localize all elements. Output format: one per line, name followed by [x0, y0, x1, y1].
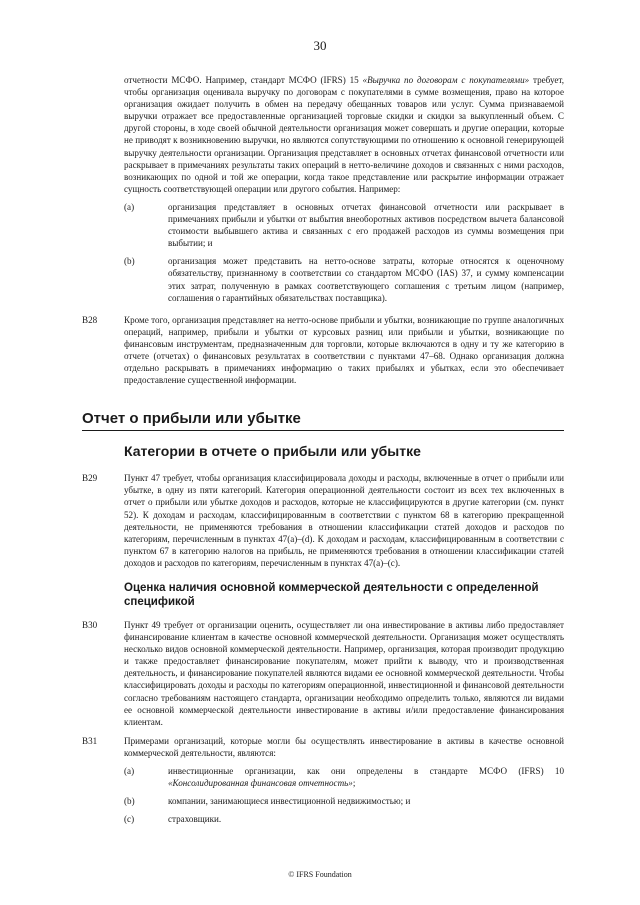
list-item-text: компании, занимающиеся инвестиционной недвижимостью; и: [168, 796, 411, 807]
list-item: [124, 255, 564, 303]
paragraph-text: Кроме того, организация представляет на нетто-основе прибыли и убытки, возникающие по группе аналогичных операций, например, прибыли и убытки от курсовых разниц или прибыли и убытки, возникающие по финансовым инструментам, предназначенным для торговли, которые включаются в одну и ту же категорию в отчете (отчетах) о финансовых результатах в соответствии с пунктами 47–68. Однако организация должна отдельно раскрывать в примечаниях информацию о таких прибылях и убытках, если это обеспечивает предоставление существенной информации.: [124, 314, 564, 386]
list-item-label: (c): [124, 814, 135, 825]
page-number: 30: [313, 38, 327, 53]
list-item-text: организация может представить на нетто-основе затраты, которые относятся к оценочному обязательству, признанному в соответствии со стандартом МСФО (IAS) 37, и сумму компенсации этих затрат, полученную в рамках соответствующего соглашения с третьим лицом (например, соглашения о гарантийных обязательствах поставщика).: [168, 256, 564, 303]
paragraph-number: B31: [82, 735, 98, 746]
standard-title: «Выручка по договорам с покупателями»: [362, 75, 530, 85]
list-item: [124, 813, 564, 825]
paragraph-number: B30: [82, 620, 98, 630]
paragraph-b30: [82, 619, 564, 728]
paragraph-text: Пункт 47 требует, чтобы организация классифицировала доходы и расходы, включенные в отчет о прибыли или убытке, в одну из пяти категорий. Категория операционной деятельности состоит из всех тех включенных в отчет о прибыли или убытке доходов и расходов, которые не классифицируются в другие категории (см. пункт 52). К доходам и расходам, классифицированным в соответствии с пунктом 68 в категорию прекращенной деятельности, не применяются требования в отношении классификации статей доходов и расходов по категориям, перечисленным в пунктах 47(a)–(d). К доходам и расходам, классифицированным в соответствии с пунктом 67 в категорию налогов на прибыль, не применяются требования в отношении классификации статей доходов и расходов по категориям, перечисленным в пунктах 47(a)–(c).: [124, 473, 564, 568]
paragraph-number: B29: [82, 473, 98, 484]
list-item: [124, 201, 564, 249]
paragraph-b28: [82, 314, 564, 387]
footer-copyright: © IFRS Foundation: [288, 870, 352, 879]
list-item-label: (b): [124, 256, 135, 267]
list-item-label: (a): [124, 766, 135, 777]
section-heading: Отчет о прибыли или убытке: [82, 410, 564, 431]
paragraph-number: B28: [82, 314, 98, 325]
list-item-text: инвестиционные организации, как они определены в стандарте МСФО (IFRS) 10 «Консолидированная финансовая отчетность»;: [168, 766, 564, 789]
list-item-label: (b): [124, 796, 135, 807]
sub-heading: Категории в отчете о прибыли или убытке: [124, 443, 421, 460]
list-item-label: (a): [124, 201, 135, 212]
list-item: [124, 795, 564, 807]
standard-title: «Консолидированная финансовая отчетность»: [168, 778, 353, 789]
paragraph-text: Пункт 49 требует от организации оценить, осуществляет ли она инвестирование в активы либо предоставляет финансирование клиентам в качестве основной коммерческой деятельности. Организация может осуществлять несколько видов основной коммерческой деятельности. Например, организация, которая производит продукцию и также предоставляет финансирование покупателям, может прийти к выводу, что и производственная деятельность, и финансирование покупателей являются видами ее основной коммерческой деятельности. Чтобы классифицировать доходы и расходы по категориям операционной, инвестиционной и финансовой деятельности согласно требованиям настоящего стандарта, организации необходимо определить только, являются ли видами ее основной коммерческой деятельности инвестирование в активы и/или предоставление финансирования клиентам.: [124, 620, 564, 727]
page-content: [82, 74, 564, 831]
paragraph-b31: [82, 735, 564, 759]
list-item-text: организация представляет в основных отчетах финансовой отчетности или раскрывает в примечаниях прибыли и убытки от выбытия внеоборотных активов посредством вычета балансовой стоимости выбывшего актива и связанных с его продажей расходов из суммы возмещения при выбытии; и: [168, 201, 564, 249]
intro-paragraph: отчетности МСФО. Например, стандарт МСФО (IFRS) 15 «Выручка по договорам с покупателями» требует, чтобы организация оценивала выручку по договорам с покупателями в сумме возмещения, право на которое организация ожидает получить в обмен на передачу обещанных товаров или услуг. Сумма признаваемой выручки отражает все предоставленные организацией торговые скидки и скидки за выкупленный объем. С другой стороны, в ходе своей обычной деятельности организация может совершать и другие операции, которые не приводят к возникновению выручки, но являются сопутствующими по отношению к основной генерирующей выручку деятельности организации. Организация представляет в основных отчетах финансовой отчетности или раскрывает в примечаниях результаты таких операций в нетто-величине доходов и связанных с ними расходов, возникающих по одной и той же операции, когда такое представление или раскрытие информации отражает сущность соответствующей операции или другого события. Например:: [124, 75, 564, 194]
paragraph-b29: [82, 472, 564, 569]
sub-heading-core-activity: Оценка наличия основной коммерческой деятельности с определенной спецификой: [124, 582, 539, 608]
list-item: [124, 765, 564, 789]
paragraph-text: Примерами организаций, которые могли бы осуществлять инвестирование в активы в качестве основной коммерческой деятельности, являются:: [124, 735, 564, 758]
list-item-text: страховщики.: [168, 814, 222, 825]
